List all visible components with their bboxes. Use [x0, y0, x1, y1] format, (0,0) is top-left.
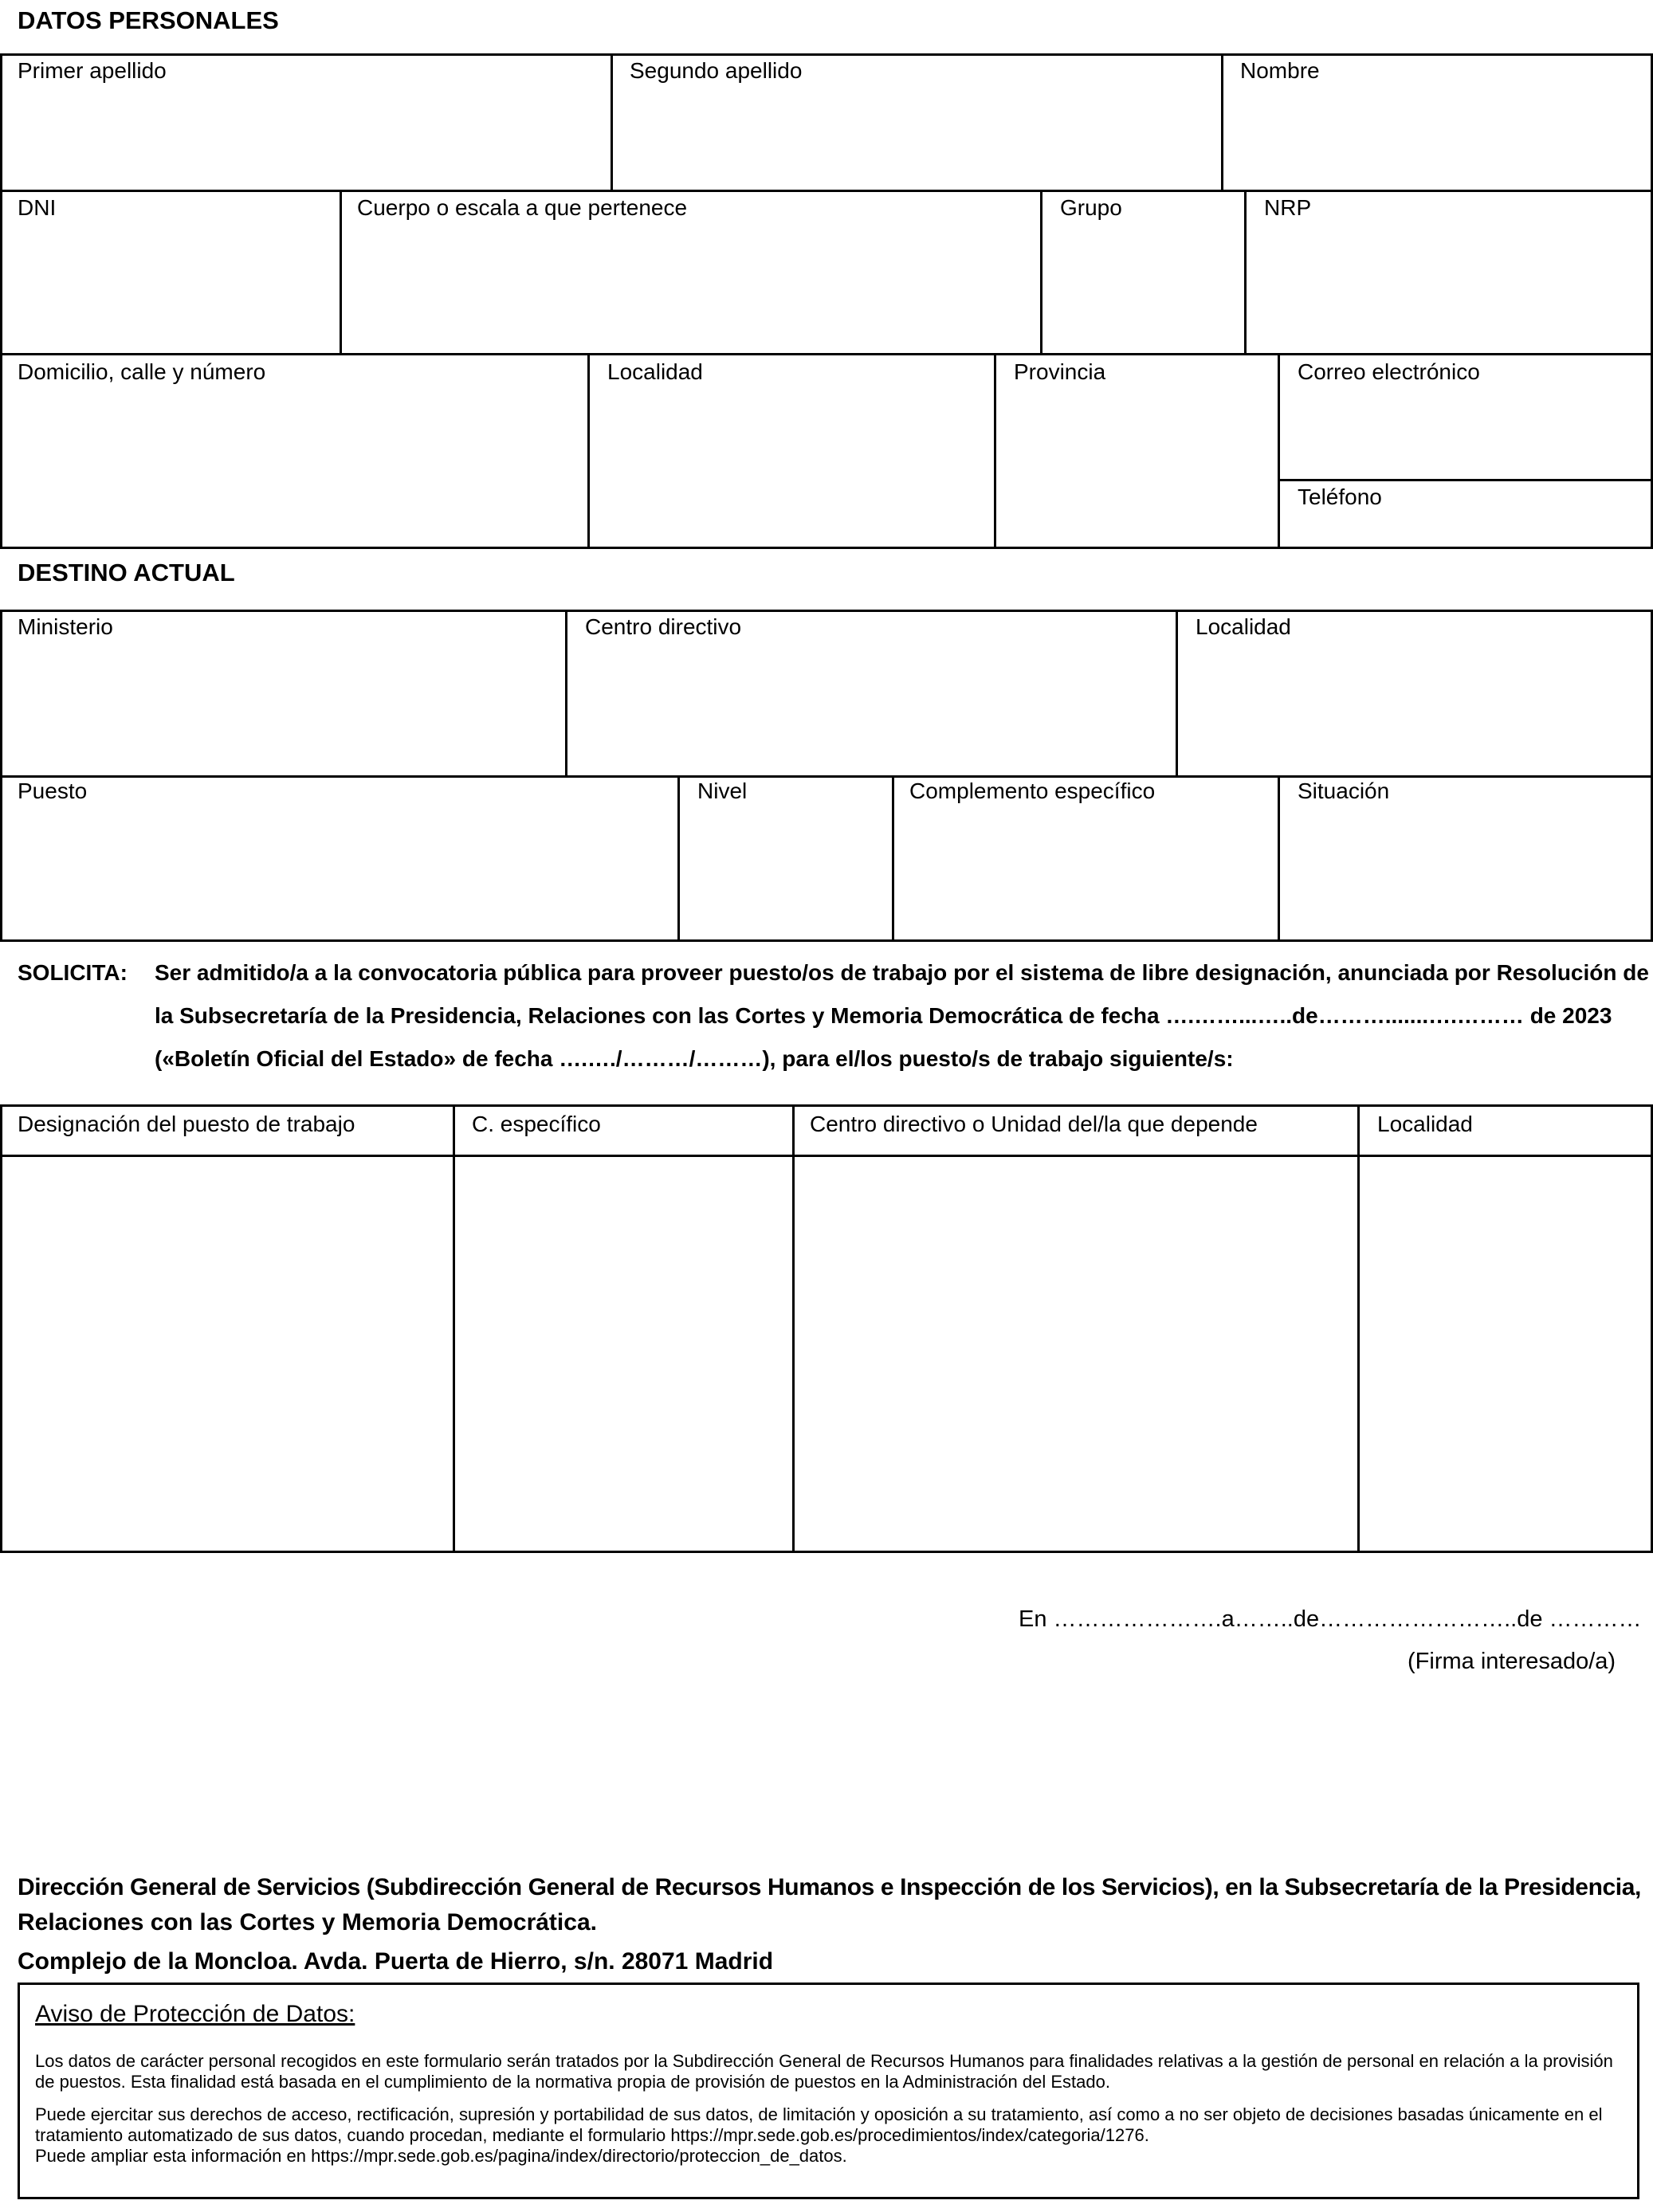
- aviso-paragraph-2: Puede ejercitar sus derechos de acceso, rectificación, supresión y portabilidad de sus datos, de limitación y oposición a su tratamiento, así como a no ser objeto de decisiones basadas únicamente en el tratamiento automatizado de sus datos, cuando procedan, mediante el formulario https://mpr.sede.gob.es/procedimientos/index/categoria/1276.: [35, 2104, 1603, 2145]
- primer-apellido-field[interactable]: Primer apellido: [18, 58, 167, 83]
- localidad-input-cell[interactable]: [1360, 1157, 1651, 1551]
- aviso-paragraph-3: Puede ampliar esta información en https://mpr.sede.gob.es/pagina/index/directorio/proteccion_de_datos.: [35, 2146, 847, 2166]
- col-header-localidad: Localidad: [1377, 1112, 1473, 1136]
- aviso-title: Aviso de Protección de Datos:: [35, 2001, 355, 2027]
- cuerpo-escala-field[interactable]: Cuerpo o escala a que pertenece: [357, 195, 688, 220]
- centro-directivo-input-cell[interactable]: [795, 1157, 1357, 1551]
- footer-direccion-line-1: Dirección General de Servicios (Subdirección General de Recursos Humanos e Inspección de los Servicios), en la Subsecretaría de la Presidencia,: [18, 1874, 1641, 1900]
- domicilio-field[interactable]: Domicilio, calle y número: [18, 359, 266, 384]
- grupo-field[interactable]: Grupo: [1060, 195, 1122, 220]
- destino-localidad-field[interactable]: Localidad: [1196, 614, 1291, 639]
- datos-personales-heading: DATOS PERSONALES: [18, 6, 279, 34]
- designacion-input-cell[interactable]: [2, 1157, 453, 1551]
- c-especifico-input-cell[interactable]: [455, 1157, 792, 1551]
- dni-field[interactable]: DNI: [18, 195, 57, 220]
- col-header-designacion: Designación del puesto de trabajo: [18, 1112, 355, 1136]
- nombre-field[interactable]: Nombre: [1240, 58, 1320, 83]
- solicita-text-line-1: Ser admitido/a a la convocatoria pública para proveer puesto/os de trabajo por el sistema de libre designación, anunciada por Resolución de: [155, 960, 1649, 985]
- footer-address: Complejo de la Moncloa. Avda. Puerta de Hierro, s/n. 28071 Madrid: [18, 1948, 774, 1975]
- col-header-centro-directivo: Centro directivo o Unidad del/la que depende: [810, 1112, 1258, 1136]
- destino-actual-heading: DESTINO ACTUAL: [18, 559, 235, 586]
- puesto-field[interactable]: Puesto: [18, 779, 88, 803]
- telefono-field[interactable]: Teléfono: [1298, 484, 1382, 509]
- ministerio-field[interactable]: Ministerio: [18, 614, 113, 639]
- complemento-especifico-field[interactable]: Complemento específico: [909, 779, 1156, 803]
- aviso-paragraph-1: Los datos de carácter personal recogidos en este formulario serán tratados por la Subdirección General de Recursos Humanos para finalidades relativas a la gestión de personal en relación a la provisión de puestos. Esta finalidad está basada en el cumplimiento de la normativa propia de provisión de puestos en la Administración del Estado.: [35, 2051, 1613, 2092]
- centro-directivo-field[interactable]: Centro directivo: [585, 614, 742, 639]
- nrp-field[interactable]: NRP: [1264, 195, 1312, 220]
- nivel-field[interactable]: Nivel: [697, 779, 748, 803]
- firma-label: (Firma interesado/a): [1408, 1649, 1616, 1674]
- localidad-field[interactable]: Localidad: [607, 359, 703, 384]
- solicita-label: SOLICITA:: [18, 960, 128, 985]
- segundo-apellido-field[interactable]: Segundo apellido: [630, 58, 803, 83]
- datos-personales-table: [0, 53, 1653, 549]
- footer-direccion-line-2: Relaciones con las Cortes y Memoria Democrática.: [18, 1909, 597, 1936]
- solicita-text-line-2: la Subsecretaría de la Presidencia, Relaciones con las Cortes y Memoria Democrática de fecha ….……...…..de……….......….……… de 2023: [155, 1003, 1612, 1028]
- provincia-field[interactable]: Provincia: [1014, 359, 1106, 384]
- col-header-c-especifico: C. específico: [472, 1112, 601, 1136]
- firma-lugar-fecha[interactable]: En ………………….a……..de……………………..de …………: [1019, 1606, 1642, 1632]
- solicita-text-line-3: («Boletín Oficial del Estado» de fecha ….…./………/………), para el/los puesto/s de trabajo siguiente/s:: [155, 1046, 1234, 1071]
- situacion-field[interactable]: Situación: [1298, 779, 1390, 803]
- correo-electronico-field[interactable]: Correo electrónico: [1298, 359, 1480, 384]
